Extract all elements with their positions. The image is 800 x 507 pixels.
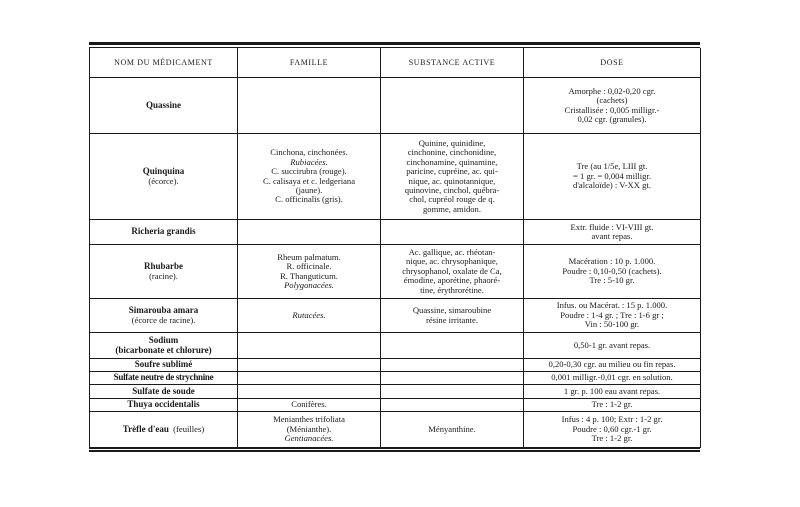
header-nom: NOM DU MÉDICAMENT xyxy=(90,48,238,78)
cell-dose: Tre : 1-2 gr. xyxy=(524,399,701,412)
cell-nom: Simarouba amara (écorce de racine). xyxy=(90,299,238,333)
cell-famille xyxy=(238,385,381,399)
cell-nom: Quassine xyxy=(90,78,238,134)
cell-dose: Macération : 10 p. 1.000. Poudre : 0,10-0,50 (cachets). Tre : 5-10 gr. xyxy=(524,245,701,299)
table-row xyxy=(90,385,701,399)
cell-substance xyxy=(381,220,524,245)
cell-dose: 0,20-0,30 cgr. au milieu ou fin repas. xyxy=(524,359,701,372)
cell-famille: Rutacées. xyxy=(238,299,381,333)
cell-substance xyxy=(381,359,524,372)
header-substance: SUBSTANCE ACTIVE xyxy=(381,48,524,78)
cell-dose: Infus. ou Macérat. : 15 p. 1.000. Poudre : 1-4 gr. ; Tre : 1-6 gr ; Vin : 50-100 gr. xyxy=(524,299,701,333)
cell-substance xyxy=(381,333,524,359)
table-row xyxy=(90,372,701,385)
cell-famille xyxy=(238,78,381,134)
cell-dose: Extr. fluide : VI-VIII gt. avant repas. xyxy=(524,220,701,245)
cell-nom: Sulfate de soude xyxy=(90,385,238,399)
table-row xyxy=(90,399,701,412)
table-row xyxy=(90,333,701,359)
cell-substance xyxy=(381,372,524,385)
cell-nom: Soufre sublimé xyxy=(90,359,238,372)
cell-dose: 0,50-1 gr. avant repas. xyxy=(524,333,701,359)
table-row xyxy=(90,134,701,220)
table-row xyxy=(90,359,701,372)
cell-nom: Sodium (bicarbonate et chlorure) xyxy=(90,333,238,359)
table-row xyxy=(90,220,701,245)
cell-famille xyxy=(238,333,381,359)
cell-dose: 0,001 milligr.-0,01 cgr. en solution. xyxy=(524,372,701,385)
cell-nom: Trèfle d'eau (feuilles) xyxy=(90,412,238,448)
header-row xyxy=(90,48,701,78)
table-row xyxy=(90,299,701,333)
cell-famille: Rheum palmatum. R. officinale. R. Thanguticum. Polygonacées. xyxy=(238,245,381,299)
cell-substance xyxy=(381,385,524,399)
cell-nom: Thuya occidentalis xyxy=(90,399,238,412)
cell-dose: 1 gr. p. 100 eau avant repas. xyxy=(524,385,701,399)
table-row xyxy=(90,245,701,299)
cell-substance: Quinine, quinidine, cinchonine, cinchonidine, cinchonamine, quinamine, paricine, cupréine, ac. qui- nique, ac. quinotannique, quinovine, cinchol, québra- chol, cupréol rouge de q. gomme, amidon. xyxy=(381,134,524,220)
cell-famille xyxy=(238,372,381,385)
table-sheet xyxy=(89,42,700,452)
cell-dose: Tre (au 1/5e, LIII gt. = 1 gr. = 0,004 milligr. d'alcaloïde) : V-XX gt. xyxy=(524,134,701,220)
cell-famille: Conifères. xyxy=(238,399,381,412)
cell-nom: Quinquina (écorce). xyxy=(90,134,238,220)
cell-nom: Sulfate neutre de strychnine xyxy=(90,372,238,385)
cell-nom: Richeria grandis xyxy=(90,220,238,245)
header-dose: DOSE xyxy=(524,48,701,78)
table-row xyxy=(90,78,701,134)
header-famille: FAMILLE xyxy=(238,48,381,78)
cell-famille: Menianthes trifoliata (Ménianthe). Gentianacées. xyxy=(238,412,381,448)
cell-famille xyxy=(238,359,381,372)
table-row xyxy=(90,412,701,448)
cell-dose: Amorphe : 0,02-0,20 cgr. (cachets) Cristallisée : 0,005 milligr.- 0,02 cgr. (granules). xyxy=(524,78,701,134)
cell-dose: Infus : 4 p. 100; Extr : 1-2 gr. Poudre : 0,60 cgr.-1 gr. Tre : 1-2 gr. xyxy=(524,412,701,448)
cell-substance xyxy=(381,399,524,412)
medicament-table xyxy=(89,48,701,448)
cell-substance: Ac. gallique, ac. rhéotan- nique, ac. chrysophanique, chrysophanol, oxalate de Ca, émodine, aporétine, phaoré- tine, érythrorétine. xyxy=(381,245,524,299)
bottom-rule-thick xyxy=(89,450,700,452)
cell-substance: Quassine, simaroubine résine irritante. xyxy=(381,299,524,333)
cell-famille xyxy=(238,220,381,245)
cell-substance: Ményanthine. xyxy=(381,412,524,448)
cell-famille: Cinchona, cinchonées. Rubiacées. C. succirubra (rouge). C. calisaya et c. ledgeriana (jaune). C. officinalis (gris). xyxy=(238,134,381,220)
cell-substance xyxy=(381,78,524,134)
cell-nom: Rhubarbe (racine). xyxy=(90,245,238,299)
